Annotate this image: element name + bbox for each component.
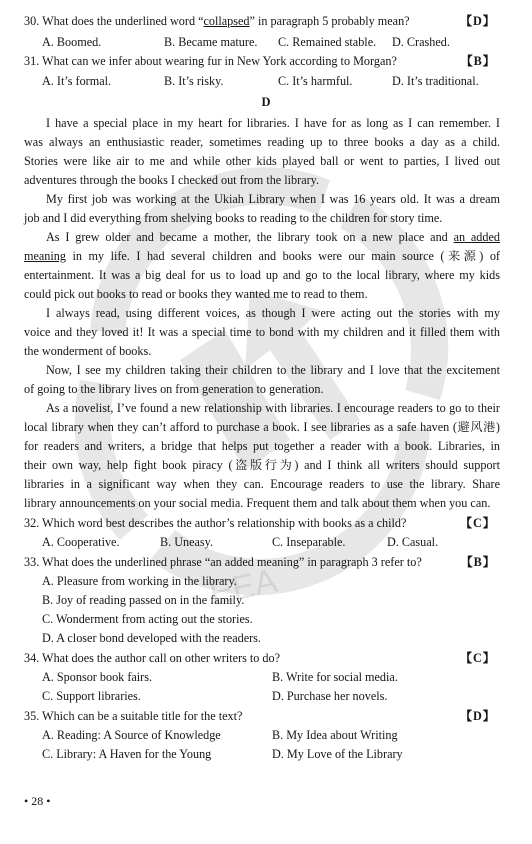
answer-30: 【D】 (459, 14, 496, 28)
passage-line: voice and they loved it! It was a special time to bond with my children and it filled them with (24, 325, 500, 339)
option-32-b: B. Uneasy. (160, 535, 214, 549)
passage-line: I have a special place in my heart for libraries. I have for as long as I can remember. I (46, 116, 500, 130)
option-33-d: D. A closer bond developed with the readers. (42, 631, 261, 645)
passage-line: local library when they can’t afford to purchase a book. I see libraries as a safe haven (避风港) (24, 420, 500, 434)
passage-line: of going to the library lives on from generation to generation. (24, 382, 324, 396)
passage-line: the wonderment of books. (24, 344, 152, 358)
option-34-b: B. Write for social media. (272, 670, 398, 684)
passage-line: adventures through the books I checked out from the library. (24, 173, 320, 187)
question-35: 35. Which can be a suitable title for the text? 【D】 (24, 707, 500, 726)
question-32: 32. Which word best describes the author’s relationship with books as a child? 【C】 (24, 514, 500, 533)
passage-line: Stories were like air to me and while other kids played ball or went to parties, I lived out (24, 154, 500, 168)
option-30-b: B. Became mature. (164, 35, 258, 49)
question-33: 33. What does the underlined phrase “an added meaning” in paragraph 3 refer to? 【B】 (24, 553, 500, 572)
answer-32: 【C】 (459, 516, 496, 530)
passage-line: libraries in a significant way when they can. Encourage readers to use the library. Share (24, 477, 500, 491)
passage-line: As a novelist, I’ve found a new relationship with libraries. I encourage readers to go to their (46, 401, 500, 415)
options-34-row2 (42, 687, 500, 706)
option-30-c: C. Remained stable. (278, 35, 377, 49)
option-32-c: C. Inseparable. (272, 535, 346, 549)
options-35-row1 (42, 726, 500, 745)
option-31-b: B. It’s risky. (164, 74, 224, 88)
passage-line: entertainment. It was a big deal for us to load up and go to the local library, where my kids (24, 268, 500, 282)
option-32-d: D. Casual. (387, 535, 439, 549)
passage-line: could pick out books to read or books they wanted me to read to them. (24, 287, 368, 301)
options-32 (42, 533, 500, 552)
question-31: 31. What can we infer about wearing fur in New York according to Morgan? 【B】 (24, 52, 500, 71)
option-30-a: A. Boomed. (42, 35, 102, 49)
option-33-a: A. Pleasure from working in the library. (42, 574, 237, 588)
question-34: 34. What does the author call on other writers to do? 【C】 (24, 649, 500, 668)
option-31-c: C. It’s harmful. (278, 74, 353, 88)
page-number: • 28 • (24, 794, 51, 808)
passage-line: was always an enthusiastic reader, sometimes reading up to three books a day as a child. (24, 135, 500, 149)
option-34-c: C. Support libraries. (42, 689, 141, 703)
option-35-a: A. Reading: A Source of Knowledge (42, 728, 221, 742)
option-35-d: D. My Love of the Library (272, 747, 403, 761)
passage-line: job and I did everything from shelving books to reading to the children for story time. (24, 211, 443, 225)
options-35-row2 (42, 745, 500, 764)
option-34-d: D. Purchase her novels. (272, 689, 388, 703)
option-31-d: D. It’s traditional. (392, 74, 479, 88)
option-30-d: D. Crashed. (392, 35, 450, 49)
question-30: 30. What does the underlined word “collapsed” in paragraph 5 probably mean? 【D】 (24, 12, 500, 31)
answer-31: 【B】 (460, 54, 496, 68)
watermark-text: EEA (206, 561, 281, 613)
answer-33: 【B】 (460, 555, 496, 569)
option-35-b: B. My Idea about Writing (272, 728, 398, 742)
section-heading: D (261, 95, 271, 109)
option-33-b: B. Joy of reading passed on in the family. (42, 593, 245, 607)
option-33-c: C. Wonderment from acting out the stories. (42, 612, 253, 626)
passage-line: meaning in my life. I had several children and books were our main source (来源) of (24, 249, 500, 263)
options-31 (42, 72, 500, 91)
underlined-phrase: meaning (24, 249, 66, 263)
passage-line: I always read, using different voices, as though I were acting out the stories with my (46, 306, 500, 320)
underlined-word: collapsed (203, 14, 250, 28)
passage-line: their own way, help fight book piracy (盗版行为) and I think all writers should support (24, 458, 500, 472)
passage-line: for readers and writers, a bridge that helps put together a reader with a book. Libraries, in (24, 439, 500, 453)
option-35-c: C. Library: A Haven for the Young (42, 747, 212, 761)
options-30 (42, 33, 500, 52)
passage-line: As I grew older and became a mother, the library took on a new place and an added (46, 230, 500, 244)
option-32-a: A. Cooperative. (42, 535, 120, 549)
option-34-a: A. Sponsor book fairs. (42, 670, 153, 684)
answer-35: 【D】 (459, 709, 496, 723)
answer-34: 【C】 (459, 651, 496, 665)
options-34-row1 (42, 668, 500, 687)
passage-line: Now, I see my children taking their children to the library and I love that the excitement (46, 363, 500, 377)
passage-line: My first job was working at the Ukiah Library when I was 16 years old. It was a dream (46, 192, 500, 206)
option-31-a: A. It’s formal. (42, 74, 112, 88)
passage-line: library announcements on your social media. Frequent them and talk about them when you can. (24, 496, 491, 510)
underlined-phrase: an added (453, 230, 500, 244)
